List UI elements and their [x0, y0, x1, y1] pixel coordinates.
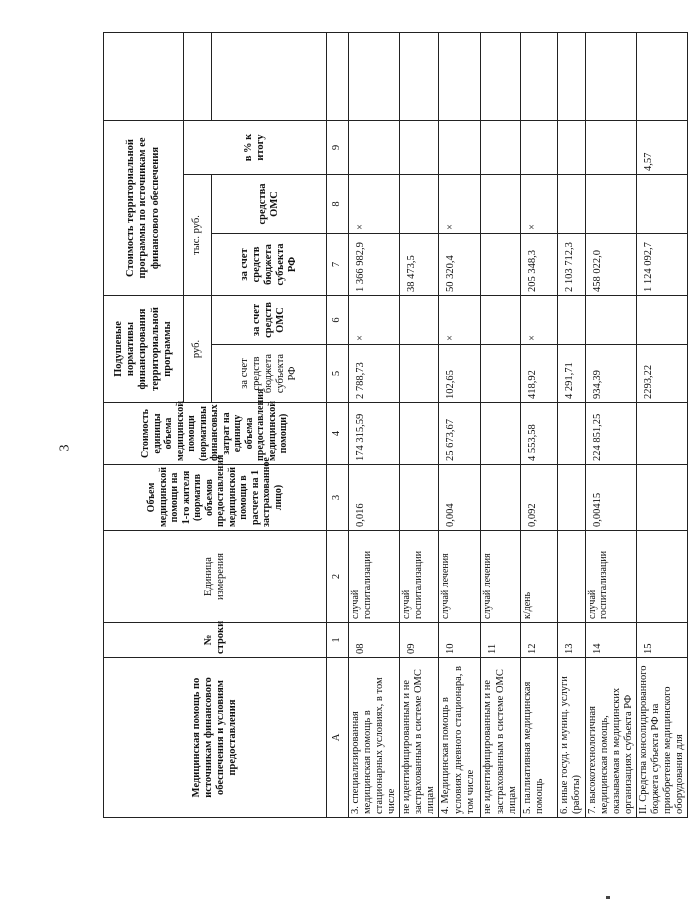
cell-cost-budget: 1 366 982,9: [349, 234, 400, 296]
cell-cost-budget: 50 320,4: [439, 234, 481, 296]
header-unit: Единица измерения: [104, 531, 327, 623]
cell-cost-budget: 38 473,5: [400, 234, 439, 296]
col-number: 3: [327, 465, 349, 531]
col-number: 5: [327, 345, 349, 403]
col-number: 4: [327, 403, 349, 465]
cell-cost: 224 851,25: [585, 403, 636, 465]
cell-name: 5. паллиативная медицинская помощь: [520, 658, 557, 818]
cell-blank: [520, 33, 557, 121]
cell-unit: случай госпитализации: [349, 531, 400, 623]
cell-cost: 174 315,59: [349, 403, 400, 465]
cell-blank: [636, 33, 687, 121]
cell-volume: [636, 465, 687, 531]
table-row: [481, 33, 520, 818]
cell-cost: 25 673,67: [439, 403, 481, 465]
cell-blank: [585, 33, 636, 121]
program-cost-table: [103, 32, 688, 818]
cell-pct: [585, 121, 636, 175]
cell-name: не идентифицированным и не застрахованным в системе ОМС лицам: [400, 658, 439, 818]
cell-pct: [400, 121, 439, 175]
cell-norm-budget: 2293,22: [636, 345, 687, 403]
cell-cost-oms: ×: [520, 175, 557, 234]
cell-pct: [349, 121, 400, 175]
header-blank: [212, 33, 327, 121]
col-number: 9: [327, 121, 349, 175]
cell-cost: 4 553,58: [520, 403, 557, 465]
cell-cost-budget: 458 022,0: [585, 234, 636, 296]
col-number: 1: [327, 623, 349, 658]
cell-cost-budget: [481, 234, 520, 296]
cell-norm-budget: 102,65: [439, 345, 481, 403]
cell-unit: случай госпитализации: [585, 531, 636, 623]
cell-cost: [557, 403, 585, 465]
cell-cost-oms: [481, 175, 520, 234]
header-unit-cost: Стоимость единицы объема медицинской помощи (нормативы финансовых затрат на единицу объема предоставления медицинской помощи): [104, 403, 327, 465]
cell-name: 7. высокотехнологичная медицинская помощь, оказываемая в медицинских организациях субъекта РФ: [585, 658, 636, 818]
cell-norm-oms: ×: [349, 296, 400, 345]
cell-blank: [557, 33, 585, 121]
cell-name: не идентифицированным и не застрахованным в системе ОМС лицам: [481, 658, 520, 818]
table-row: [557, 33, 585, 818]
cell-norm-budget: 4 291,71: [557, 345, 585, 403]
cell-volume: [481, 465, 520, 531]
cell-norm-budget: 418,92: [520, 345, 557, 403]
cell-name: 6. иные госуд. и муниц. услуги (работы): [557, 658, 585, 818]
table-row: [585, 33, 636, 818]
header-norm-oms: за счет средств ОМС: [212, 296, 327, 345]
header-norm-budget: за счет средств бюджета субъекта РФ: [212, 345, 327, 403]
cell-volume: [400, 465, 439, 531]
header-unit-thous-rub: тыс. руб.: [184, 175, 212, 296]
header-volume: Объем медицинской помощи на 1-го жителя (норматив объемов предоставления медицинской помощи в расчете на 1 застрахованное лицо): [104, 465, 327, 531]
cell-norm-budget: 2 788,73: [349, 345, 400, 403]
cell-volume: [557, 465, 585, 531]
cell-norm-oms: [557, 296, 585, 345]
cell-volume: 0,016: [349, 465, 400, 531]
header-unit-rub: руб.: [184, 296, 212, 403]
cell-cost-budget: 205 348,3: [520, 234, 557, 296]
table-row: [439, 33, 481, 818]
cell-cost: [400, 403, 439, 465]
header-cost-budget: за счет средств бюджета субъекта РФ: [212, 234, 327, 296]
cell-norm-budget: [481, 345, 520, 403]
table-row: [349, 33, 400, 818]
cell-cost-oms: ×: [439, 175, 481, 234]
header-cost-oms: средства ОМС: [212, 175, 327, 234]
page-number: 3: [57, 444, 73, 452]
numbering-row: [327, 33, 349, 818]
header-blank: [104, 33, 184, 121]
cell-cost: [636, 403, 687, 465]
cell-cost: [481, 403, 520, 465]
cell-blank: [400, 33, 439, 121]
table-row: [636, 33, 687, 818]
cell-pct: [481, 121, 520, 175]
cell-norm-oms: [481, 296, 520, 345]
cell-name: 4. Медицинская помощь в условиях дневного стационара, в том числе: [439, 658, 481, 818]
cell-norm-oms: [400, 296, 439, 345]
cell-unit: случай лечения: [481, 531, 520, 623]
cell-norm-oms: [636, 296, 687, 345]
cell-norm-oms: ×: [520, 296, 557, 345]
cell-pct: 4,57: [636, 121, 687, 175]
header-percent-total: в % к итогу: [184, 121, 327, 175]
cell-no: 12: [520, 623, 557, 658]
cell-cost-budget: 1 124 092,7: [636, 234, 687, 296]
header-blank: [184, 33, 212, 121]
col-number: 6: [327, 296, 349, 345]
col-number: 2: [327, 531, 349, 623]
cell-volume: 0,00415: [585, 465, 636, 531]
cell-pct: [439, 121, 481, 175]
cell-name: 3. специализированная медицинская помощь в стационарных условиях, в том числе: [349, 658, 400, 818]
cell-blank: [439, 33, 481, 121]
cell-cost-oms: [585, 175, 636, 234]
table-row: [520, 33, 557, 818]
header-program-cost: Стоимость территориальной программы по источникам ее финансового обеспечения: [104, 121, 184, 296]
cell-norm-budget: 934,39: [585, 345, 636, 403]
col-number: 8: [327, 175, 349, 234]
cell-no: 10: [439, 623, 481, 658]
cell-blank: [481, 33, 520, 121]
header-care-type: Медицинская помощь по источникам финансового обеспечения и условиям предоставления: [104, 658, 327, 818]
cell-cost-oms: [636, 175, 687, 234]
cell-unit: к/день: [520, 531, 557, 623]
cell-no: 11: [481, 623, 520, 658]
cell-cost-oms: [400, 175, 439, 234]
cell-cost-oms: ×: [349, 175, 400, 234]
cell-blank: [349, 33, 400, 121]
cell-no: 13: [557, 623, 585, 658]
col-number: А: [327, 658, 349, 818]
cell-norm-budget: [400, 345, 439, 403]
cell-norm-oms: [585, 296, 636, 345]
table-row: [400, 33, 439, 818]
cell-volume: 0,004: [439, 465, 481, 531]
cell-pct: [520, 121, 557, 175]
col-number: 7: [327, 234, 349, 296]
cell-name: II. Средства консолидированного бюджета субъекта РФ на приобретение медицинского оборудования для: [636, 658, 687, 818]
cell-unit: [636, 531, 687, 623]
cell-cost-oms: [557, 175, 585, 234]
header-row-no: № строки: [104, 623, 327, 658]
cell-unit: случай лечения: [439, 531, 481, 623]
cell-volume: 0,092: [520, 465, 557, 531]
cell-no: 14: [585, 623, 636, 658]
header-per-capita-norms: Подушевые нормативы финансирования территориальной программы: [104, 296, 184, 403]
cell-unit: случай госпитализации: [400, 531, 439, 623]
col-blank: [327, 33, 349, 121]
cell-no: 15: [636, 623, 687, 658]
rotated-table-container: [103, 33, 686, 818]
cell-no: 09: [400, 623, 439, 658]
scan-mark: [606, 896, 610, 899]
cell-pct: [557, 121, 585, 175]
cell-norm-oms: ×: [439, 296, 481, 345]
cell-cost-budget: 2 103 712,3: [557, 234, 585, 296]
cell-unit: [557, 531, 585, 623]
cell-no: 08: [349, 623, 400, 658]
